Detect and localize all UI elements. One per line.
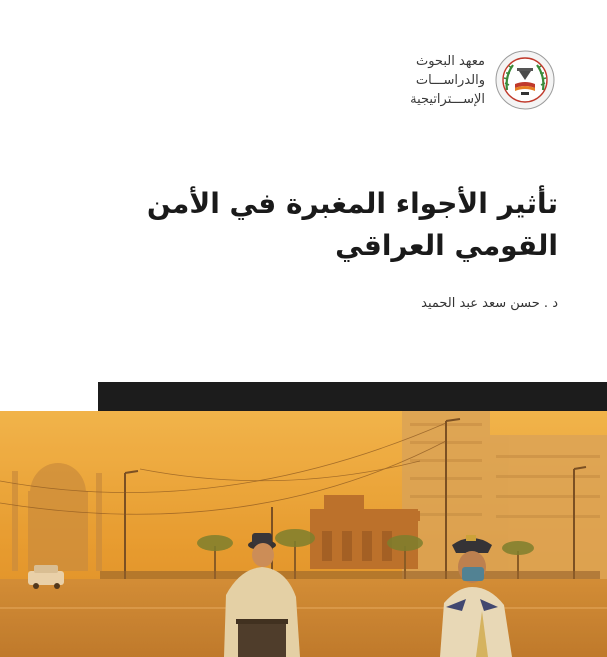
institute-name-line-1: معهد البحوث	[415, 53, 485, 69]
institute-name	[410, 52, 485, 109]
institute-name-line-3: الإســـتراتيجية	[410, 91, 485, 107]
dark-accent-bar	[98, 382, 607, 412]
document-title: تأثير الأجواء المغبرة في الأمن القومي العراقي	[146, 187, 558, 262]
institute-name-line-2: والدراســـات	[415, 72, 485, 88]
author-name: د . حسن سعد عبد الحميد	[421, 296, 558, 311]
institute-seal-icon	[495, 50, 555, 110]
institute-header	[410, 50, 555, 110]
sandstorm-photo	[0, 411, 607, 657]
